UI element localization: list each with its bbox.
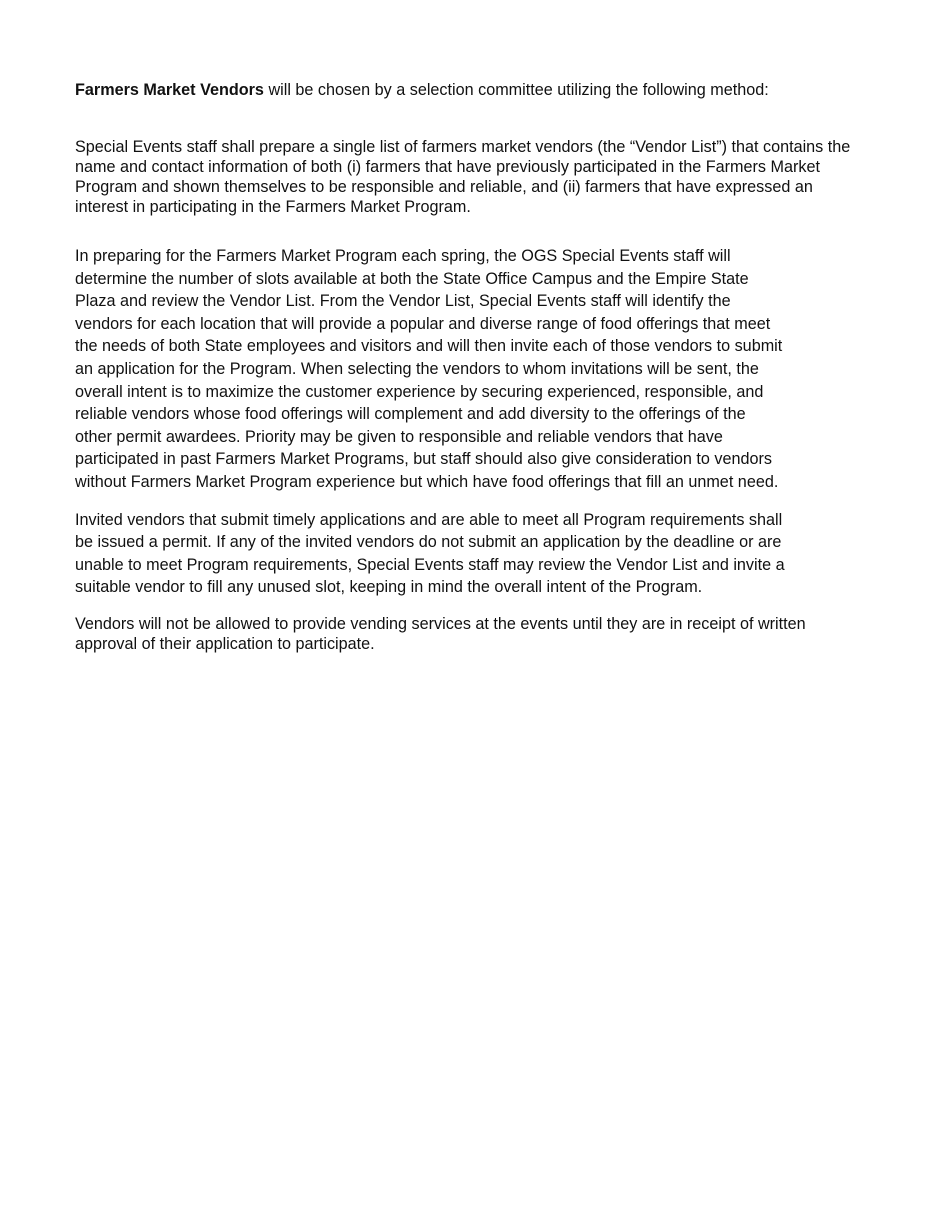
- document-page: [75, 80, 865, 654]
- paragraph-preparation: In preparing for the Farmers Market Program each spring, the OGS Special Events staff will determine the number of slots available at both the State Office Campus and the Empire State Plaza and review the Vendor List. From the Vendor List, Special Events staff will identify the vendors for each location that will provide a popular and diverse range of food offerings that meet the needs of both State employees and visitors and will then invite each of those vendors to submit an application for the Program. When selecting the vendors to whom invitations will be sent, the overall intent is to maximize the customer experience by securing experienced, responsible, and reliable vendors whose food offerings will complement and add diversity to the offerings of the other permit awardees. Priority may be given to responsible and reliable vendors that have participated in past Farmers Market Programs, but staff should also give consideration to vendors without Farmers Market Program experience but which have food offerings that fill an unmet need.: [75, 247, 783, 491]
- intro-text: will be chosen by a selection committee utilizing the following method:: [263, 81, 769, 99]
- intro-paragraph: [75, 80, 865, 100]
- paragraph-invited-vendors: Invited vendors that submit timely applications and are able to meet all Program requirements shall be issued a permit. If any of the invited vendors do not submit an application by the deadline or are unable to meet Program requirements, Special Events staff may review the Vendor List and invite a suitable vendor to fill any unused slot, keeping in mind the overall intent of the Program.: [75, 510, 785, 597]
- paragraph-vendor-list: Special Events staff shall prepare a single list of farmers market vendors (the “Vendor List”) that contains the name and contact information of both (i) farmers that have previously participated in the Farmers Market Program and shown themselves to be responsible and reliable, and (ii) farmers that have expressed an interest in participating in the Farmers Market Program.: [75, 138, 851, 216]
- intro-bold-lead: Farmers Market Vendors: [75, 81, 264, 99]
- paragraph-approval: Vendors will not be allowed to provide vending services at the events until they are in receipt of written approval of their application to participate.: [75, 614, 806, 653]
